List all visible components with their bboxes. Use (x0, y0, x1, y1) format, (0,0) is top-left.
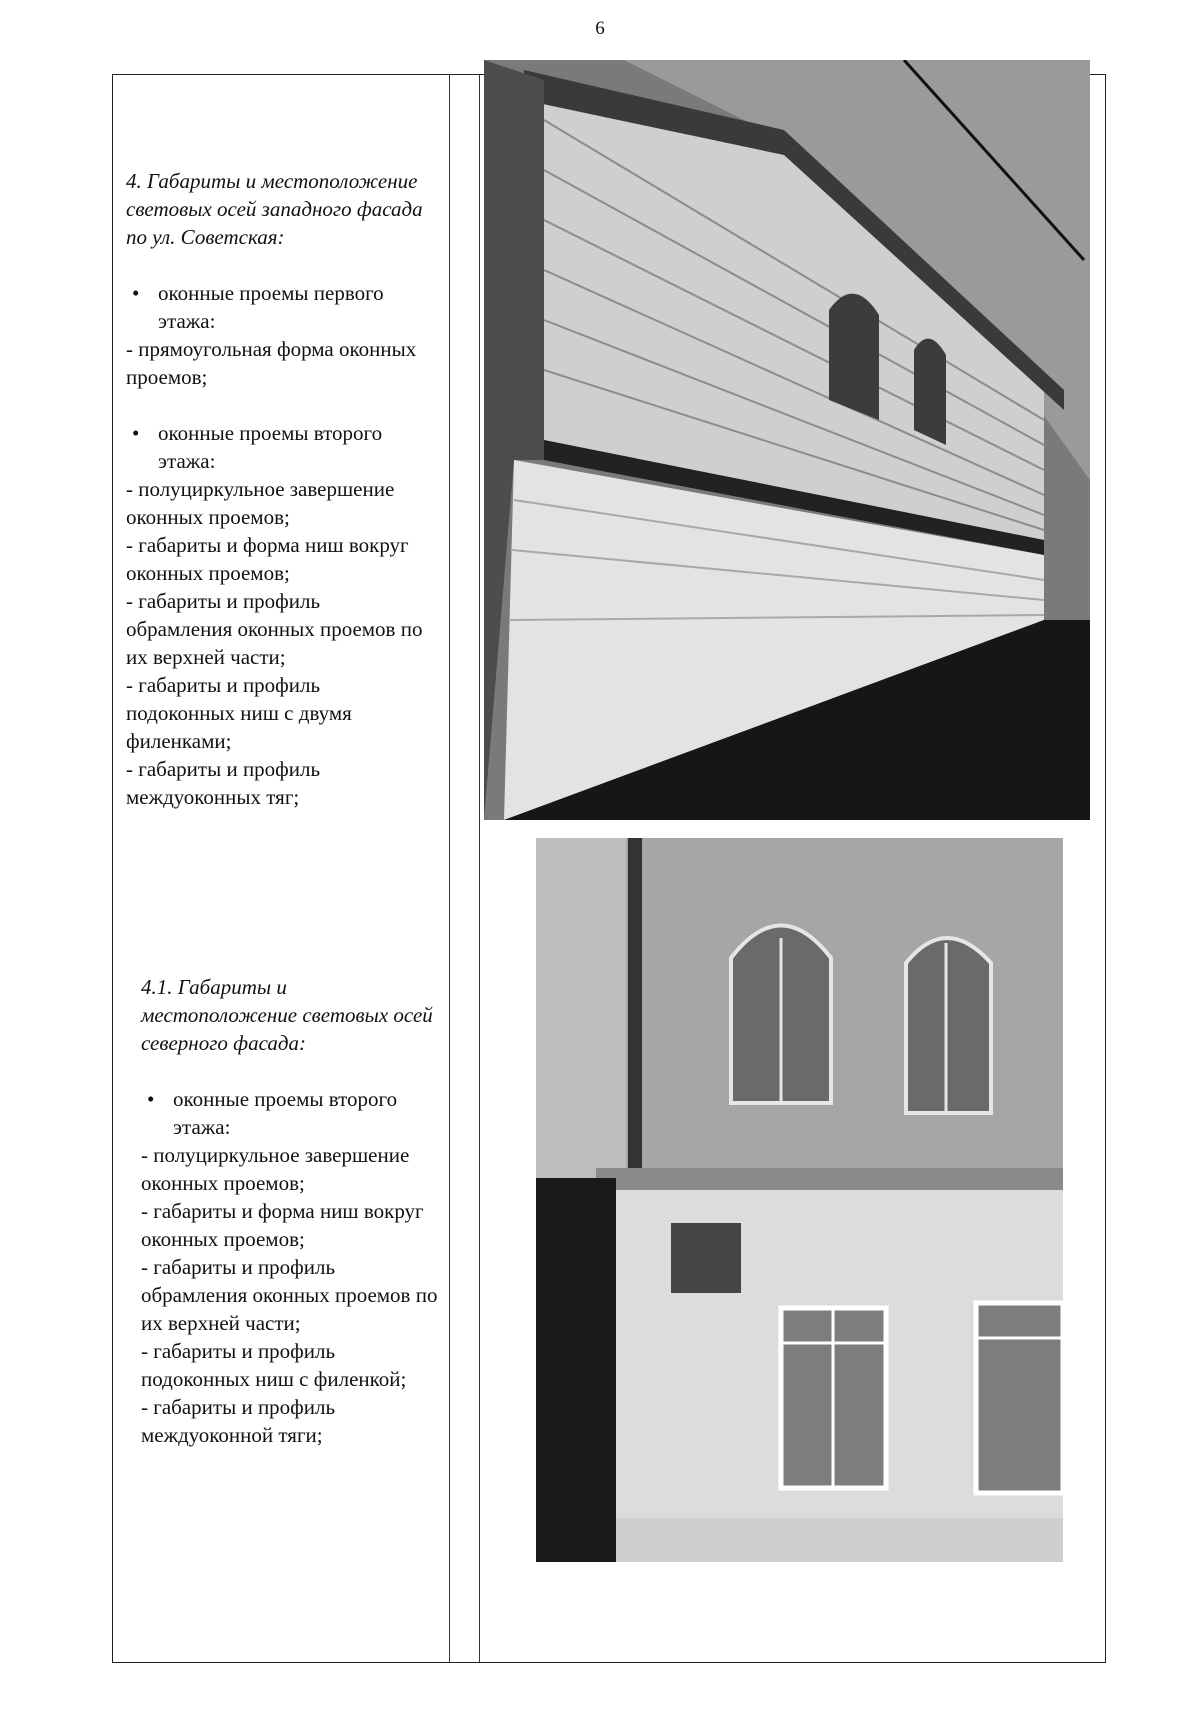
bullet-icon: • (132, 421, 140, 445)
list-item: - габариты и профиль междуоконных тяг; (126, 757, 321, 809)
bullet-title: оконные проемы второго этажа: (173, 1087, 398, 1139)
bullet-group (126, 279, 426, 335)
list-item: - габариты и профиль подоконных ниш с двумя филенками; (126, 673, 352, 753)
bullet-title: оконные проемы второго этажа: (158, 421, 383, 473)
column-divider-inner (479, 75, 480, 1662)
bullet-group (141, 1085, 441, 1141)
list-item: - габариты и профиль обрамления оконных проемов по их верхней части; (126, 589, 423, 669)
section-heading: 4. Габариты и местоположение световых осей западного фасада по ул. Советская: (126, 169, 423, 249)
list-item: - прямоугольная форма оконных проемов; (126, 337, 417, 389)
list-item: - габариты и форма ниш вокруг оконных проемов; (126, 533, 409, 585)
north-facade-photo (536, 838, 1063, 1562)
north-facade-section (141, 973, 441, 1449)
list-item: - полуциркульное завершение оконных проемов; (126, 477, 395, 529)
list-item: - габариты и форма ниш вокруг оконных проемов; (141, 1199, 424, 1251)
west-facade-section (126, 167, 426, 811)
west-facade-photo (484, 60, 1090, 820)
bullet-icon: • (132, 281, 140, 305)
bullet-title: оконные проемы первого этажа: (158, 281, 384, 333)
column-divider (449, 75, 450, 1662)
list-item: - полуциркульное завершение оконных проемов; (141, 1143, 410, 1195)
list-item: - габариты и профиль подоконных ниш с филенкой; (141, 1339, 407, 1391)
page-number: 6 (595, 18, 605, 39)
list-item: - габариты и профиль обрамления оконных проемов по их верхней части; (141, 1255, 438, 1335)
bullet-group (126, 419, 426, 475)
bullet-icon: • (147, 1087, 155, 1111)
section-heading: 4.1. Габариты и местоположение световых осей северного фасада: (141, 975, 433, 1055)
list-item: - габариты и профиль междуоконной тяги; (141, 1395, 336, 1447)
